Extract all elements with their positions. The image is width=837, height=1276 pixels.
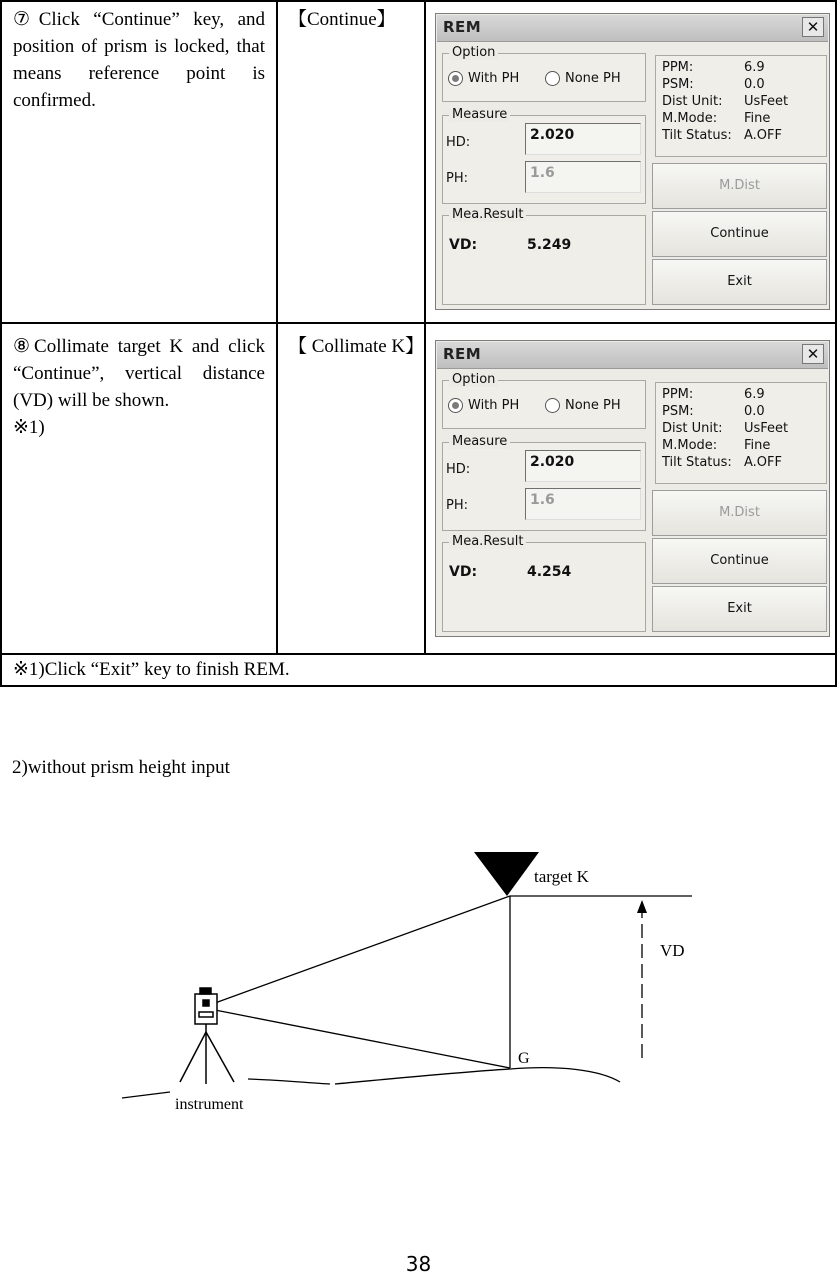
info-key: PPM: [662,60,694,75]
result-label: Mea.Result [449,534,526,549]
mdist-button[interactable]: M.Dist [652,163,827,209]
info-row [662,386,826,403]
radio-selected-icon [448,71,463,86]
result-group [442,207,646,305]
dialog-title: REM [443,345,482,363]
sight-line-ground [215,1010,510,1068]
measure-label: Measure [449,107,510,122]
option-group [442,372,646,429]
info-row [662,420,826,437]
instrument-label: instrument [175,1096,244,1113]
info-key: Dist Unit: [662,94,723,109]
info-row [662,110,826,127]
radio-unselected-icon [545,71,560,86]
info-key: M.Mode: [662,111,718,126]
info-key: Tilt Status: [662,128,732,143]
vd-label: VD: [449,237,478,253]
hd-input[interactable]: 2.020 [525,123,641,155]
step-note: ※1) [13,417,45,438]
ph-label: PH: [446,171,468,186]
radio-none-ph-label: None PH [565,398,621,413]
radio-with-ph-label: With PH [468,398,520,413]
exit-button[interactable]: Exit [652,586,827,632]
table-border-bottom [0,685,837,687]
vd-arrow-head [637,900,647,913]
step-marker: ⑦ [13,9,39,30]
info-value: 6.9 [744,387,765,402]
info-value: 0.0 [744,404,765,419]
info-value: UsFeet [744,94,789,109]
info-row [662,59,826,76]
info-value: 0.0 [744,77,765,92]
info-value: A.OFF [744,455,782,470]
info-row [662,127,826,144]
key-label: 【 Collimate K】 [288,336,425,357]
step-7-instruction [0,2,277,114]
target-k-prism-icon [474,852,539,896]
step-7-key [276,2,426,33]
table-row-divider-1 [0,322,837,324]
ground-line [248,1079,330,1084]
measure-group [442,107,646,204]
hd-label: HD: [446,462,471,477]
ground-point-g-label: G [518,1050,530,1067]
rem-dialog-2 [435,340,830,637]
info-row [662,437,826,454]
radio-none-ph[interactable] [545,71,621,86]
info-key: Dist Unit: [662,421,723,436]
ph-label: PH: [446,498,468,513]
ground-line [122,1092,170,1098]
rem-diagram [0,820,837,1140]
ground-line [335,1068,620,1084]
radio-selected-icon [448,398,463,413]
target-k-label: target K [534,867,589,886]
step-8-key [276,329,426,360]
info-key: PSM: [662,77,694,92]
info-row [662,454,826,471]
step-8-instruction [0,329,277,441]
continue-button[interactable]: Continue [652,211,827,257]
option-label: Option [449,45,498,60]
step-text: Collimate target K and click “Continue”, vertical distance (VD) will be shown. [13,336,265,411]
vd-label: VD: [449,564,478,580]
info-key: PSM: [662,404,694,419]
info-row [662,93,826,110]
info-row [662,76,826,93]
step-text: Click “Continue” key, and position of prism is locked, that means reference point is confirmed. [13,9,265,111]
dialog-title: REM [443,18,482,36]
close-icon[interactable]: ✕ [802,17,824,37]
exit-button[interactable]: Exit [652,259,827,305]
dialog-titlebar [437,15,828,42]
radio-with-ph[interactable] [448,71,519,86]
radio-with-ph[interactable] [448,398,519,413]
info-key: PPM: [662,387,694,402]
info-value: 6.9 [744,60,765,75]
hd-input[interactable]: 2.020 [525,450,641,482]
rem-dialog-1 [435,13,830,310]
step-marker: ⑧ [13,336,35,357]
radio-with-ph-label: With PH [468,71,520,86]
close-icon[interactable]: ✕ [802,344,824,364]
info-value: Fine [744,111,771,126]
hd-label: HD: [446,135,471,150]
info-value: A.OFF [744,128,782,143]
vd-label: VD [660,941,685,960]
info-key: M.Mode: [662,438,718,453]
ph-input[interactable]: 1.6 [525,161,641,193]
info-value: UsFeet [744,421,789,436]
table-row-divider-2 [0,653,837,655]
ph-input[interactable]: 1.6 [525,488,641,520]
measure-group [442,434,646,531]
mdist-button[interactable]: M.Dist [652,490,827,536]
radio-unselected-icon [545,398,560,413]
radio-none-ph[interactable] [545,398,621,413]
measure-label: Measure [449,434,510,449]
result-label: Mea.Result [449,207,526,222]
table-col-divider-2 [424,0,426,654]
result-group [442,534,646,632]
info-value: Fine [744,438,771,453]
section-heading: 2)without prism height input [12,757,230,778]
option-group [442,45,646,102]
radio-none-ph-label: None PH [565,71,621,86]
dialog-titlebar [437,342,828,369]
info-row [662,403,826,420]
info-key: Tilt Status: [662,455,732,470]
vd-value: 4.254 [527,564,572,580]
key-label: 【Continue】 [288,9,396,30]
option-label: Option [449,372,498,387]
settings-info-panel [655,382,827,484]
footnote: ※1)Click “Exit” key to finish REM. [13,659,290,680]
vd-value: 5.249 [527,237,572,253]
sight-line-target [215,896,510,1003]
instrument-icon [180,988,234,1084]
settings-info-panel [655,55,827,157]
continue-button[interactable]: Continue [652,538,827,584]
page-number: 38 [405,1252,432,1276]
